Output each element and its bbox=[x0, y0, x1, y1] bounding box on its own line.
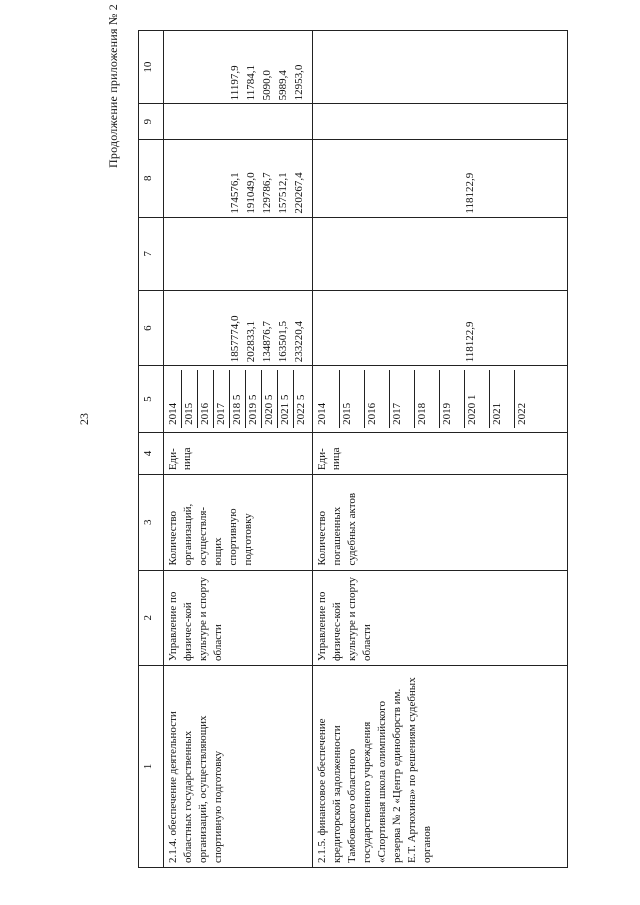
value-col7 bbox=[164, 217, 313, 290]
value bbox=[313, 291, 338, 365]
value: 202833,1 bbox=[245, 321, 257, 363]
value bbox=[180, 140, 196, 217]
table-row bbox=[313, 31, 568, 868]
value bbox=[363, 140, 388, 217]
header-cell: 3 bbox=[139, 475, 164, 570]
header-cell: 7 bbox=[139, 217, 164, 290]
value bbox=[180, 31, 196, 103]
year-label: 2016 bbox=[365, 370, 390, 428]
value bbox=[488, 140, 513, 217]
value bbox=[164, 291, 180, 365]
year-label: 2020 1 bbox=[465, 370, 490, 428]
table-container bbox=[138, 30, 578, 868]
value: 220267,4 bbox=[293, 172, 305, 214]
value bbox=[413, 291, 438, 365]
header-cell: 9 bbox=[139, 104, 164, 140]
value bbox=[180, 291, 196, 365]
value bbox=[513, 291, 538, 365]
value bbox=[338, 291, 363, 365]
indicator-cell: Количество погашенных судебных актов bbox=[313, 475, 568, 570]
header-cell: 2 bbox=[139, 570, 164, 665]
year-label: 2018 bbox=[415, 370, 440, 428]
value bbox=[388, 140, 413, 217]
value bbox=[212, 291, 228, 365]
year-label: 2020 5 bbox=[262, 370, 278, 428]
value bbox=[313, 140, 338, 217]
year-label: 2014 bbox=[315, 370, 340, 428]
value-col6 bbox=[164, 290, 313, 365]
value: 11197,9 bbox=[229, 65, 241, 101]
year-label: 2022 5 bbox=[295, 394, 307, 425]
year-label: 2014 bbox=[166, 370, 182, 428]
value: 12953,0 bbox=[293, 64, 305, 101]
value bbox=[438, 140, 463, 217]
value bbox=[488, 291, 513, 365]
header-cell: 8 bbox=[139, 139, 164, 217]
value-col9 bbox=[313, 104, 568, 140]
appendix-table bbox=[138, 30, 568, 868]
value bbox=[212, 31, 228, 103]
value-col9 bbox=[164, 104, 313, 140]
value bbox=[438, 291, 463, 365]
measure-cell: 2.1.5. финансовое обеспечение кредиторской задолженности Тамбовского областного государственного учреждения «Спортивная школа олимпийского резерва № 2 «Центр единоборств им. Е.Т. Артюхина» по решениям судебных органов bbox=[313, 665, 568, 867]
header-cell: 6 bbox=[139, 290, 164, 365]
value bbox=[513, 140, 538, 217]
page-number: 23 bbox=[77, 413, 91, 425]
value-col8 bbox=[313, 139, 568, 217]
appendix-caption: Продолжение приложения № 2 bbox=[106, 4, 120, 168]
year-label: 2021 5 bbox=[278, 370, 294, 428]
year-label: 2017 bbox=[390, 370, 415, 428]
year-label: 2019 bbox=[440, 370, 465, 428]
executor-cell: Управление по физичес-кой культуре и спорту области bbox=[313, 570, 568, 665]
unit-cell: Еди-ница bbox=[313, 432, 568, 474]
value: 157512,1 bbox=[277, 172, 289, 214]
value: 129786,7 bbox=[261, 172, 273, 214]
value bbox=[363, 291, 388, 365]
value-col10 bbox=[313, 31, 568, 104]
header-row bbox=[139, 31, 164, 868]
value bbox=[196, 140, 212, 217]
year-label: 2018 5 bbox=[230, 370, 246, 428]
year-label: 2017 bbox=[214, 370, 230, 428]
years-cell bbox=[313, 366, 568, 433]
header-cell: 1 bbox=[139, 665, 164, 867]
value bbox=[338, 140, 363, 217]
value-col8 bbox=[164, 139, 313, 217]
value: 191049,0 bbox=[245, 172, 257, 214]
value-col6 bbox=[313, 290, 568, 365]
header-cell: 10 bbox=[139, 31, 164, 104]
year-label: 2021 bbox=[490, 370, 515, 428]
header-cell: 4 bbox=[139, 432, 164, 474]
value bbox=[413, 140, 438, 217]
year-label: 2015 bbox=[182, 370, 198, 428]
value: 174576,1 bbox=[229, 172, 241, 214]
value: 11784,1 bbox=[245, 65, 257, 101]
value-col10 bbox=[164, 31, 313, 104]
year-label: 2019 5 bbox=[246, 370, 262, 428]
unit-cell: Еди-ница bbox=[164, 432, 313, 474]
measure-cell: 2.1.4. обеспечение деятельности областных государственных организаций, осуществляющих спортивную подготовку bbox=[164, 665, 313, 867]
value: 5090,0 bbox=[261, 70, 273, 101]
value-col7 bbox=[313, 217, 568, 290]
year-label: 2022 bbox=[516, 402, 528, 425]
year-label: 2015 bbox=[340, 370, 365, 428]
value: 233220,4 bbox=[293, 321, 305, 363]
value: 5989,4 bbox=[277, 70, 289, 101]
indicator-cell: Количество организаций, осуществля-ющих спортивную подготовку bbox=[164, 475, 313, 570]
value bbox=[388, 291, 413, 365]
table-row bbox=[164, 31, 313, 868]
value bbox=[212, 140, 228, 217]
years-cell bbox=[164, 366, 313, 433]
value bbox=[164, 140, 180, 217]
header-cell: 5 bbox=[139, 366, 164, 433]
value: 134876,7 bbox=[261, 321, 273, 363]
value bbox=[196, 291, 212, 365]
value bbox=[196, 31, 212, 103]
value: 1857774,0 bbox=[229, 315, 241, 363]
year-label: 2016 bbox=[198, 370, 214, 428]
executor-cell: Управление по физичес-кой культуре и спорту области bbox=[164, 570, 313, 665]
value bbox=[164, 31, 180, 103]
value: 118122,9 bbox=[464, 321, 476, 363]
value: 163501,5 bbox=[277, 321, 289, 363]
value: 118122,9 bbox=[464, 172, 476, 214]
